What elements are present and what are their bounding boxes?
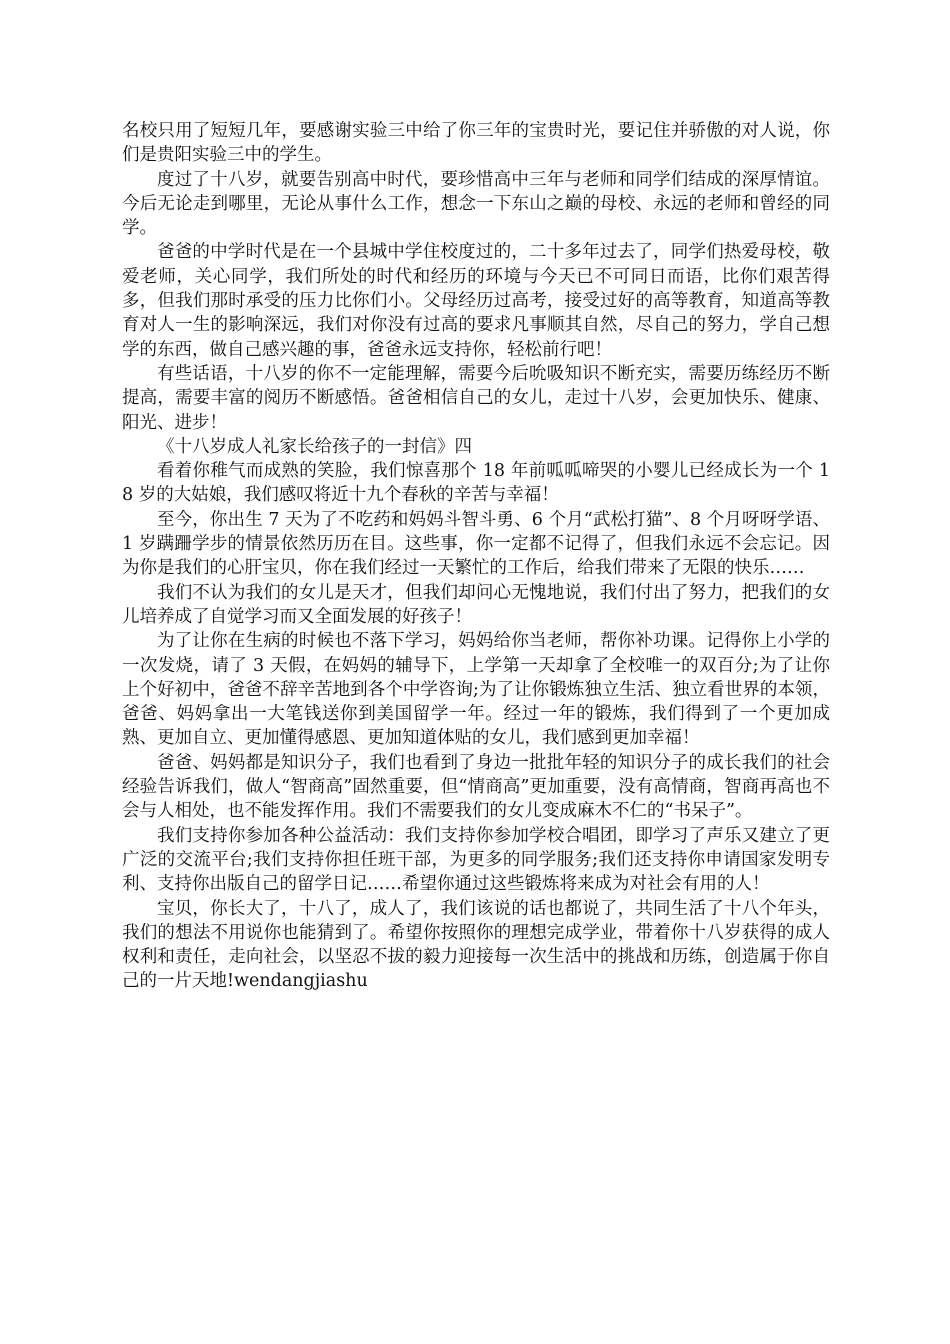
paragraph-early-memories: 至今，你出生 7 天为了不吃药和妈妈斗智斗勇、6 个月“武松打猫”、8 个月呀呀学语、1 岁蹒跚学步的情景依然历历在目。这些事，你一定都不记得了，但我们永远不会忘记。因为你是我们的心肝宝贝，你在我们经过一天繁忙的工作后，给我们带来了无限的快乐……	[122, 509, 830, 579]
paragraph-growing-up: 有些话语，十八岁的你不一定能理解，需要今后吮吸知识不断充实，需要历练经历不断提高，需要丰富的阅历不断感悟。爸爸相信自己的女儿，走过十八岁，会更加快乐、健康、阳光、进步！	[122, 363, 830, 433]
paragraph-farewell-high-school: 度过了十八岁，就要告别高中时代，要珍惜高中三年与老师和同学们结成的深厚情谊。今后无论走到哪里，无论从事什么工作，想念一下东山之巅的母校、永远的老师和曾经的同学。	[122, 169, 830, 239]
paragraph-education-support: 为了让你在生病的时候也不落下学习，妈妈给你当老师，帮你补功课。记得你上小学的一次发烧，请了 3 天假，在妈妈的辅导下，上学第一天却拿了全校唯一的双百分;为了让你上个好初中，爸爸不辞辛苦地到各个中学咨询;为了让你锻炼独立生活、独立看世界的本领，爸爸、妈妈拿出一大笔钱送你到美国留学一年。经过一年的锻炼，我们得到了一个更加成熟、更加自立、更加懂得感恩、更加知道体贴的女儿，我们感到更加幸福！	[122, 631, 830, 749]
paragraph-public-activities: 我们支持你参加各种公益活动：我们支持你参加学校合唱团，即学习了声乐又建立了更广泛的交流平台;我们支持你担任班干部，为更多的同学服务;我们还支持你申请国家发明专利、支持你出版自己的留学日记……希望你通过这些锻炼将来成为对社会有用的人！	[122, 825, 830, 895]
paragraph-smiling-face: 看着你稚气而成熟的笑脸，我们惊喜那个 18 年前呱呱啼哭的小婴儿已经成长为一个 18 岁的大姑娘，我们感叹将近十九个春秋的辛苦与幸福！	[122, 461, 830, 506]
paragraph-emotional-intelligence: 爸爸、妈妈都是知识分子，我们也看到了身边一批批年轻的知识分子的成长我们的社会经验告诉我们，做人“智商高”固然重要，但“情商高”更加重要，没有高情商，智商再高也不会与人相处，也不能发挥作用。我们不需要我们的女儿变成麻木不仁的“书呆子”。	[122, 752, 830, 822]
paragraph-good-child: 我们不认为我们的女儿是天才，但我们却问心无愧地说，我们付出了努力，把我们的女儿培养成了自觉学习而又全面发展的好孩子！	[122, 582, 830, 627]
paragraph-intro-continued: 名校只用了短短几年，要感谢实验三中给了你三年的宝贵时光，要记住并骄傲的对人说，你们是贵阳实验三中的学生。	[122, 121, 830, 166]
document-body	[122, 119, 830, 994]
paragraph-closing-wishes: 宝贝，你长大了，十八了，成人了，我们该说的话也都说了，共同生活了十八个年头，我们的想法不用说你也能猜到了。希望你按照你的理想完成学业，带着你十八岁获得的成人权利和责任，走向社会，以坚忍不拔的毅力迎接每一次生活中的挑战和历练，创造属于你自己的一片天地!wendangjiashu	[122, 898, 830, 992]
paragraph-father-school-days: 爸爸的中学时代是在一个县城中学住校度过的，二十多年过去了，同学们热爱母校，敬爱老师，关心同学，我们所处的时代和经历的环境与今天已不可同日而语，比你们艰苦得多，但我们那时承受的压力比你们小。父母经历过高考，接受过好的高等教育，知道高等教育对人一生的影响深远，我们对你没有过高的要求凡事顺其自然，尽自己的努力，学自己想学的东西，做自己感兴趣的事，爸爸永远支持你，轻松前行吧！	[122, 242, 830, 360]
section-title: 《十八岁成人礼家长给孩子的一封信》四	[157, 436, 472, 457]
